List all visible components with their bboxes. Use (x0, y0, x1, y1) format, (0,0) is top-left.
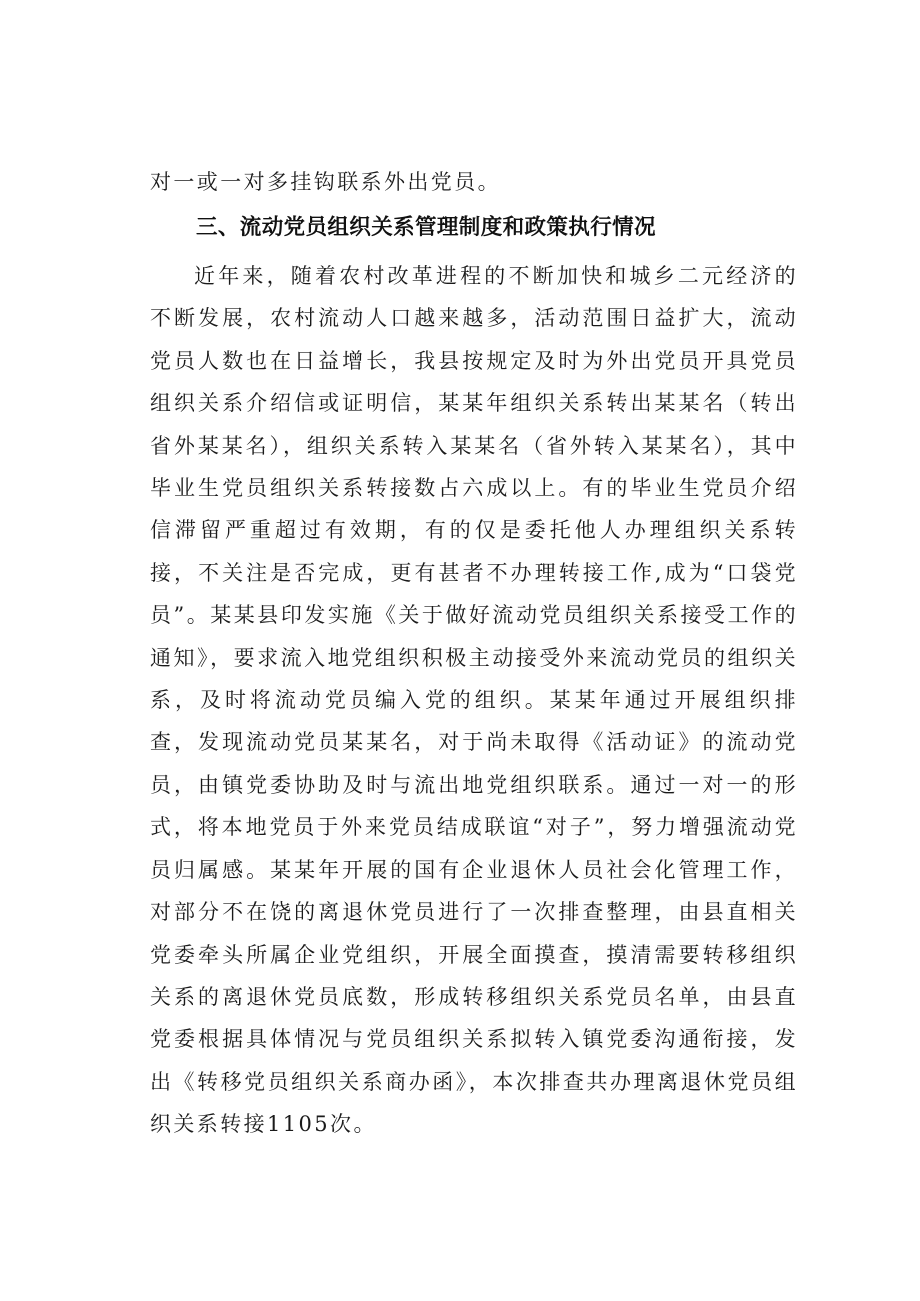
continuation-line: 对一或一对多挂钩联系外出党员。 (150, 170, 501, 194)
body-paragraph: 近年来，随着农村改革进程的不断加快和城乡二元经济的不断发展，农村流动人口越来越多，活动范围日益扩大，流动党员人数也在日益增长，我县按规定及时为外出党员开具党员组织关系介绍信或证明信，某某年组织关系转出某某名（转出省外某某名），组织关系转入某某名（省外转入某某名），其中毕业生党员组织关系转接数占六成以上。有的毕业生党员介绍信滞留严重超过有效期，有的仅是委托他人办理组织关系转接，不关注是否完成，更有甚者不办理转接工作,成为“口袋党员”。某某县印发实施《关于做好流动党员组织关系接受工作的通知》，要求流入地党组织积极主动接受外来流动党员的组织关系，及时将流动党员编入党的组织。某某年通过开展组织排查，发现流动党员某某名，对于尚未取得《活动证》的流动党员，由镇党委协助及时与流出地党组织联系。通过一对一的形式，将本地党员于外来党员结成联谊“对子”，努力增强流动党员归属感。某某年开展的国有企业退休人员社会化管理工作，对部分不在饶的离退休党员进行了一次排查整理，由县直相关党委牵头所属企业党组织，开展全面摸查，摸清需要转移组织关系的离退休党员底数，形成转移组织关系党员名单，由县直党委根据具体情况与党员组织关系拟转入镇党委沟通衔接，发出《转移党员组织关系商办函》，本次排查共办理离退休党员组织关系转接1105次。 (150, 264, 798, 1137)
section-heading: 三、流动党员组织关系管理制度和政策执行情况 (196, 215, 656, 240)
body-paragraph-container (150, 255, 798, 1146)
